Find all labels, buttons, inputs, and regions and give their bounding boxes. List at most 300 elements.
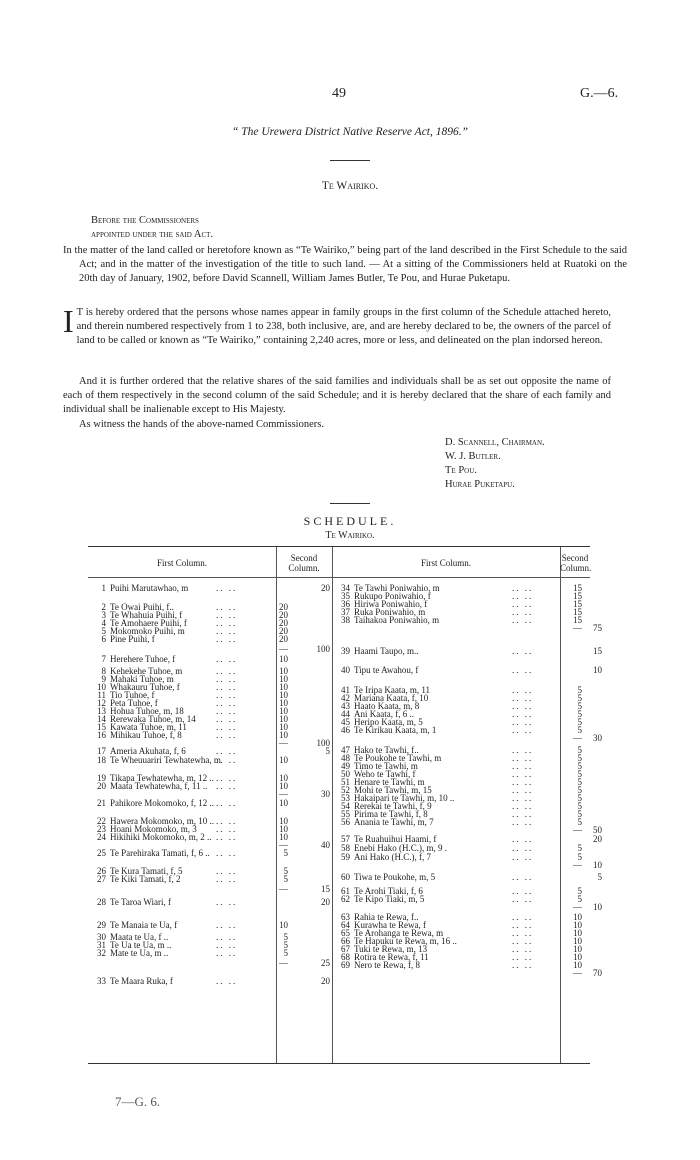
row-number: 63 bbox=[341, 912, 350, 922]
share-individual: 20 bbox=[279, 626, 288, 636]
signature-puketapu: Hurae Puketapu. bbox=[445, 479, 515, 490]
share-individual: 10 bbox=[279, 920, 288, 930]
share-family: 10 bbox=[593, 860, 602, 870]
share-family: 5 bbox=[325, 746, 330, 756]
row-number: 22 bbox=[97, 816, 106, 826]
row-number: 25 bbox=[97, 848, 106, 858]
owner-name: Peta Tuhoe, f bbox=[110, 698, 158, 708]
row-number: 32 bbox=[97, 948, 106, 958]
leader-dots: .. .. bbox=[216, 897, 238, 907]
row-number: 10 bbox=[97, 682, 106, 692]
share-individual: 10 bbox=[279, 682, 288, 692]
signature-butler: W. J. Butler. bbox=[445, 451, 501, 462]
row-number: 19 bbox=[97, 773, 106, 783]
page-number: 49 bbox=[332, 86, 346, 101]
leader-dots: .. .. bbox=[512, 928, 534, 938]
row-number: 23 bbox=[97, 824, 106, 834]
row-number: 14 bbox=[97, 714, 106, 724]
leader-dots: .. .. bbox=[216, 682, 238, 692]
leader-dots: .. .. bbox=[512, 646, 534, 656]
row-number: 64 bbox=[341, 920, 350, 930]
leader-dots: .. .. bbox=[216, 773, 238, 783]
owner-name: Te Tawhi Poniwahio, m bbox=[354, 583, 440, 593]
row-number: 21 bbox=[97, 798, 106, 808]
share-individual: 5 bbox=[577, 761, 582, 771]
share-individual: 20 bbox=[279, 610, 288, 620]
share-individual: 5 bbox=[577, 843, 582, 853]
leader-dots: .. .. bbox=[512, 801, 534, 811]
share-individual: — bbox=[279, 789, 288, 799]
share-family: 20 bbox=[321, 583, 330, 593]
share-individual: 10 bbox=[279, 674, 288, 684]
owner-name: Te Maara Ruka, f bbox=[110, 976, 173, 986]
leader-dots: .. .. bbox=[216, 874, 238, 884]
share-individual: 5 bbox=[577, 769, 582, 779]
share-individual: 15 bbox=[573, 583, 582, 593]
owner-name: Henare te Tawhi, m bbox=[354, 777, 425, 787]
owner-name: Tio Tuhoe, f bbox=[110, 690, 155, 700]
row-number: 37 bbox=[341, 607, 350, 617]
leader-dots: .. .. bbox=[512, 717, 534, 727]
owner-name: Te Manaia te Ua, f bbox=[110, 920, 178, 930]
share-family: 15 bbox=[321, 884, 330, 894]
owner-name: Haami Taupo, m.. bbox=[354, 646, 419, 656]
owner-name: Ani Kaata, f, 6 .. bbox=[354, 709, 414, 719]
share-individual: 10 bbox=[279, 824, 288, 834]
share-family: 50 bbox=[593, 825, 602, 835]
owner-name: Mahaki Tuhoe, m bbox=[110, 674, 174, 684]
row-number: 41 bbox=[341, 685, 350, 695]
owner-name: Herehere Tuhoe, f bbox=[110, 654, 176, 664]
row-number: 48 bbox=[341, 753, 350, 763]
share-individual: 10 bbox=[279, 773, 288, 783]
leader-dots: .. .. bbox=[216, 755, 238, 765]
share-individual: — bbox=[279, 738, 288, 748]
leader-dots: .. .. bbox=[216, 866, 238, 876]
leader-dots: .. .. bbox=[512, 852, 534, 862]
leader-dots: .. .. bbox=[512, 583, 534, 593]
leader-dots: .. .. bbox=[512, 843, 534, 853]
share-family: 15 bbox=[593, 646, 602, 656]
row-number: 59 bbox=[341, 852, 350, 862]
row-number: 67 bbox=[341, 944, 350, 954]
row-number: 53 bbox=[341, 793, 350, 803]
share-individual: 10 bbox=[573, 920, 582, 930]
share-family: 100 bbox=[316, 738, 330, 748]
row-number: 49 bbox=[341, 761, 350, 771]
share-individual: 20 bbox=[279, 618, 288, 628]
owner-name: Nero te Rewa, f, 8 bbox=[354, 960, 420, 970]
order-text: T is hereby ordered that the persons whose names appear in family groups in the first column of the Schedule attached hereto, and therein numbered respectively from 1 to 238, both inclusive, are, and are hereby declared to be, the owners of the parcel of land to be called or known as “Te Wairiko,” containing 2,240 acres, more or less, and delineated on the plan indorsed hereon. bbox=[76, 307, 611, 346]
row-number: 54 bbox=[341, 801, 350, 811]
share-family: 25 bbox=[321, 958, 330, 968]
row-number: 4 bbox=[101, 618, 106, 628]
share-individual: 10 bbox=[573, 928, 582, 938]
share-individual: 10 bbox=[279, 798, 288, 808]
share-individual: 10 bbox=[279, 714, 288, 724]
leader-dots: .. .. bbox=[512, 761, 534, 771]
share-family: 20 bbox=[321, 897, 330, 907]
owner-name: Mihikau Tuhoe, f, 8 bbox=[110, 730, 182, 740]
owner-name: Ameria Akuhata, f, 6 bbox=[110, 746, 186, 756]
intro-paragraph: In the matter of the land called or heretofore known as “Te Wairiko,” being part of the land described in the First Schedule to the said Act; and in the matter of the investigation of the title to such land. — At a sitting of the Commissioners held at Ruatoki on the 20th day of January, 1902, before David Scannell, William James Butler, Te Pou, and Hurae Puketapu. bbox=[63, 245, 627, 284]
share-individual: 15 bbox=[573, 599, 582, 609]
leader-dots: .. .. bbox=[512, 834, 534, 844]
share-family: 70 bbox=[593, 968, 602, 978]
share-individual: 10 bbox=[279, 781, 288, 791]
share-individual: — bbox=[279, 840, 288, 850]
leader-dots: .. .. bbox=[216, 746, 238, 756]
row-number: 31 bbox=[97, 940, 106, 950]
row-number: 51 bbox=[341, 777, 350, 787]
owner-name: Hiriwa Poniwahio, f bbox=[354, 599, 428, 609]
leader-dots: .. .. bbox=[216, 618, 238, 628]
leader-dots: .. .. bbox=[512, 701, 534, 711]
owner-name: Rukupo Poniwahio, f bbox=[354, 591, 431, 601]
share-family: 30 bbox=[593, 733, 602, 743]
header-second-column-left: Second Column. bbox=[288, 553, 320, 573]
row-number: 36 bbox=[341, 599, 350, 609]
share-individual: 5 bbox=[577, 894, 582, 904]
owner-name: Rerewaka Tuhoe, m, 14 bbox=[110, 714, 196, 724]
leader-dots: .. .. bbox=[216, 824, 238, 834]
owner-name: Tuki te Rewa, m, 13 bbox=[354, 944, 428, 954]
share-individual: 15 bbox=[573, 615, 582, 625]
row-number: 15 bbox=[97, 722, 106, 732]
owner-name: Tiwa te Poukohe, m, 5 bbox=[354, 872, 436, 882]
share-family: 20 bbox=[593, 834, 602, 844]
share-individual: 20 bbox=[279, 634, 288, 644]
share-individual: 5 bbox=[283, 932, 288, 942]
share-individual: — bbox=[279, 958, 288, 968]
owner-name: Hoani Mokomoko, m, 3 bbox=[110, 824, 197, 834]
owner-name: Hawera Mokomoko, m, 10 .. bbox=[110, 816, 214, 826]
share-individual: 5 bbox=[577, 817, 582, 827]
owner-name: Kurawha te Rewa, f bbox=[354, 920, 426, 930]
share-individual: — bbox=[573, 623, 582, 633]
owner-name: Hikihiki Mokomoko, m, 2 .. bbox=[110, 832, 212, 842]
owner-name: Rahia te Rewa, f.. bbox=[354, 912, 419, 922]
leader-dots: .. .. bbox=[216, 920, 238, 930]
owner-name: Te Iripa Kaata, m, 11 bbox=[354, 685, 431, 695]
share-individual: 5 bbox=[577, 852, 582, 862]
leader-dots: .. .. bbox=[216, 730, 238, 740]
share-family: 40 bbox=[321, 840, 330, 850]
owner-name: Pirima te Tawhi, f, 8 bbox=[354, 809, 428, 819]
leader-dots: .. .. bbox=[216, 666, 238, 676]
row-number: 33 bbox=[97, 976, 106, 986]
table-row bbox=[88, 645, 602, 657]
owner-name: Rotira te Rewa, f, 11 bbox=[354, 952, 429, 962]
leader-dots: .. .. bbox=[216, 706, 238, 716]
share-individual: 5 bbox=[283, 948, 288, 958]
row-number: 5 bbox=[101, 626, 106, 636]
leader-dots: .. .. bbox=[216, 722, 238, 732]
leader-dots: .. .. bbox=[512, 745, 534, 755]
leader-dots: .. .. bbox=[216, 602, 238, 612]
leader-dots: .. .. bbox=[512, 599, 534, 609]
order-dropcap: I bbox=[63, 303, 74, 339]
share-individual: 10 bbox=[573, 960, 582, 970]
owner-name: Heripo Kaata, m, 5 bbox=[354, 717, 423, 727]
row-number: 47 bbox=[341, 745, 350, 755]
share-individual: 10 bbox=[279, 666, 288, 676]
row-number: 6 bbox=[101, 634, 106, 644]
share-family: 20 bbox=[321, 976, 330, 986]
owner-name: Pine Puihi, f bbox=[110, 634, 155, 644]
leader-dots: .. .. bbox=[216, 714, 238, 724]
share-individual: 15 bbox=[573, 607, 582, 617]
row-number: 18 bbox=[97, 755, 106, 765]
row-number: 3 bbox=[101, 610, 106, 620]
row-number: 12 bbox=[97, 698, 106, 708]
owner-name: Kehekehe Tuhoe, m bbox=[110, 666, 183, 676]
divider bbox=[330, 160, 370, 161]
row-number: 35 bbox=[341, 591, 350, 601]
owner-name: Te Parehiraka Tamati, f, 6 .. bbox=[110, 848, 210, 858]
share-individual: 5 bbox=[283, 848, 288, 858]
share-individual: 10 bbox=[573, 944, 582, 954]
owner-name: Weho te Tawhi, f bbox=[354, 769, 416, 779]
share-individual: 5 bbox=[577, 809, 582, 819]
owner-name: Puihi Marutawhao, m bbox=[110, 583, 189, 593]
share-individual: 10 bbox=[279, 654, 288, 664]
owner-name: Te Amohaere Puihi, f bbox=[110, 618, 187, 628]
document-reference: G.—6. bbox=[580, 86, 619, 101]
signature-mark: 7—G. 6. bbox=[115, 1094, 161, 1109]
owner-name: Maata Tewhatewha, f, 11 .. bbox=[110, 781, 208, 791]
signature-te-pou: Te Pou. bbox=[445, 465, 477, 476]
row-number: 62 bbox=[341, 894, 350, 904]
share-individual: 5 bbox=[283, 940, 288, 950]
owner-name: Ani Hako (H.C.), f, 7 bbox=[354, 852, 431, 862]
leader-dots: .. .. bbox=[216, 816, 238, 826]
owner-name: Te Arohanga te Rewa, m bbox=[354, 928, 444, 938]
witness-line: As witness the hands of the above-named Commissioners. bbox=[79, 419, 324, 430]
owner-name: Maata te Ua, f .. bbox=[110, 932, 169, 942]
share-individual: — bbox=[573, 733, 582, 743]
leader-dots: .. .. bbox=[216, 932, 238, 942]
leader-dots: .. .. bbox=[512, 936, 534, 946]
leader-dots: .. .. bbox=[216, 698, 238, 708]
owner-name: Te Kura Tamati, f, 5 bbox=[110, 866, 183, 876]
row-number: 46 bbox=[341, 725, 350, 735]
leader-dots: .. .. bbox=[216, 940, 238, 950]
leader-dots: .. .. bbox=[512, 872, 534, 882]
share-individual: — bbox=[279, 884, 288, 894]
header-first-column-left: First Column. bbox=[156, 558, 207, 568]
share-family: 100 bbox=[316, 644, 330, 654]
row-number: 55 bbox=[341, 809, 350, 819]
row-number: 45 bbox=[341, 717, 350, 727]
share-individual: — bbox=[279, 644, 288, 654]
row-number: 9 bbox=[101, 674, 106, 684]
row-number: 29 bbox=[97, 920, 106, 930]
share-individual: 5 bbox=[577, 701, 582, 711]
before-line-2: appointed under the said Act. bbox=[91, 229, 214, 240]
owner-name: Te Kiki Tamati, f, 2 bbox=[110, 874, 181, 884]
owner-name: Taihakoa Poniwahio, m bbox=[354, 615, 440, 625]
share-individual: 5 bbox=[577, 725, 582, 735]
owner-name: Pahikore Mokomoko, f, 12 .. bbox=[110, 798, 214, 808]
owner-name: Te Owai Puihi, f.. bbox=[110, 602, 174, 612]
share-individual: 5 bbox=[577, 801, 582, 811]
row-number: 39 bbox=[341, 646, 350, 656]
share-individual: 5 bbox=[577, 777, 582, 787]
leader-dots: .. .. bbox=[512, 753, 534, 763]
row-number: 43 bbox=[341, 701, 350, 711]
owner-name: Te Ua te Ua, m .. bbox=[110, 940, 172, 950]
share-family: 10 bbox=[593, 902, 602, 912]
share-individual: 10 bbox=[573, 936, 582, 946]
share-individual: 5 bbox=[283, 866, 288, 876]
leader-dots: .. .. bbox=[512, 817, 534, 827]
row-number: 50 bbox=[341, 769, 350, 779]
leader-dots: .. .. bbox=[512, 793, 534, 803]
share-individual: 5 bbox=[577, 717, 582, 727]
table-row bbox=[88, 732, 602, 744]
leader-dots: .. .. bbox=[216, 976, 238, 986]
table-row bbox=[88, 967, 602, 979]
share-individual: 10 bbox=[573, 952, 582, 962]
row-number: 57 bbox=[341, 834, 350, 844]
share-individual: 10 bbox=[279, 690, 288, 700]
row-number: 38 bbox=[341, 615, 350, 625]
share-individual: 10 bbox=[279, 730, 288, 740]
share-individual: 20 bbox=[279, 602, 288, 612]
schedule-table bbox=[88, 546, 602, 1064]
share-individual: 15 bbox=[573, 591, 582, 601]
row-number: 1 bbox=[101, 583, 106, 593]
share-individual: — bbox=[573, 825, 582, 835]
row-number: 17 bbox=[97, 746, 106, 756]
share-individual: 10 bbox=[279, 816, 288, 826]
owner-name: Hako te Tawhi, f.. bbox=[354, 745, 419, 755]
row-number: 60 bbox=[341, 872, 350, 882]
leader-dots: .. .. bbox=[216, 798, 238, 808]
table-row bbox=[88, 622, 602, 634]
owner-name: Te Arohi Tiaki, f, 6 bbox=[354, 886, 423, 896]
owner-name: Tipu te Awahou, f bbox=[354, 665, 419, 675]
schedule-subtitle: Te Wairiko. bbox=[325, 530, 375, 541]
share-family: 5 bbox=[597, 872, 602, 882]
owner-name: Hakaipari te Tawhi, m, 10 .. bbox=[354, 793, 455, 803]
owner-name: Te Kirikau Kaata, m, 1 bbox=[354, 725, 437, 735]
leader-dots: .. .. bbox=[512, 886, 534, 896]
row-number: 68 bbox=[341, 952, 350, 962]
header-first-column-right: First Column. bbox=[420, 558, 471, 568]
share-individual: 10 bbox=[279, 832, 288, 842]
leader-dots: .. .. bbox=[512, 769, 534, 779]
share-family: 75 bbox=[593, 623, 602, 633]
before-line-1: Before the Commissioners bbox=[91, 215, 199, 226]
share-individual: 5 bbox=[577, 693, 582, 703]
owner-name: Enebi Hako (H.C.), m, 9 . bbox=[354, 843, 447, 853]
leader-dots: .. .. bbox=[512, 591, 534, 601]
share-individual: 10 bbox=[279, 706, 288, 716]
table-row bbox=[88, 664, 602, 676]
owner-name: Hohua Tuhoe, m, 18 bbox=[110, 706, 184, 716]
owner-name: Tikapa Tewhatewha, m, 12 .. bbox=[110, 773, 214, 783]
leader-dots: .. .. bbox=[512, 960, 534, 970]
row-number: 27 bbox=[97, 874, 106, 884]
leader-dots: .. .. bbox=[216, 626, 238, 636]
leader-dots: .. .. bbox=[512, 920, 534, 930]
owner-name: Ruka Poniwahio, m bbox=[354, 607, 426, 617]
header-second-column-right: Second Column. bbox=[560, 553, 592, 573]
share-individual: 5 bbox=[283, 874, 288, 884]
owner-name: Rerekai te Tawhi, f, 9 bbox=[354, 801, 432, 811]
share-individual: 10 bbox=[573, 912, 582, 922]
row-number: 8 bbox=[101, 666, 106, 676]
leader-dots: .. .. bbox=[512, 912, 534, 922]
row-number: 69 bbox=[341, 960, 350, 970]
owner-name: Mate te Ua, m .. bbox=[110, 948, 169, 958]
row-number: 61 bbox=[341, 886, 350, 896]
owner-name: Mariana Kaata, f, 10 bbox=[354, 693, 429, 703]
share-individual: — bbox=[573, 902, 582, 912]
owner-name: Whakauru Tuhoe, f bbox=[110, 682, 180, 692]
table-row bbox=[88, 859, 602, 871]
row-number: 11 bbox=[97, 690, 106, 700]
row-number: 65 bbox=[341, 928, 350, 938]
row-number: 16 bbox=[97, 730, 106, 740]
share-individual: 10 bbox=[279, 698, 288, 708]
row-number: 26 bbox=[97, 866, 106, 876]
place-title: Te Wairiko. bbox=[321, 180, 379, 192]
share-individual: 5 bbox=[577, 785, 582, 795]
owner-name: Te Poukohe te Tawhi, m bbox=[354, 753, 442, 763]
leader-dots: .. .. bbox=[512, 785, 534, 795]
further-paragraph: And it is further ordered that the relative shares of the said families and individuals shall be as set out opposite the name of each of them respectively in the second column of the said Schedule; and it is hereby declared that the share of each family and individual shall be inalienable except to His Majesty. bbox=[63, 376, 611, 415]
share-individual: 5 bbox=[577, 793, 582, 803]
owner-name: Mohi te Tawhi, m, 15 bbox=[354, 785, 432, 795]
leader-dots: .. .. bbox=[512, 809, 534, 819]
signature-chairman: D. Scannell, Chairman. bbox=[445, 437, 545, 448]
row-number: 56 bbox=[341, 817, 350, 827]
share-individual: 10 bbox=[279, 722, 288, 732]
share-individual: 5 bbox=[577, 685, 582, 695]
leader-dots: .. .. bbox=[512, 665, 534, 675]
act-title: “ The Urewera District Native Reserve Act, 1896.” bbox=[231, 126, 469, 138]
divider bbox=[330, 503, 370, 504]
row-number: 58 bbox=[341, 843, 350, 853]
leader-dots: .. .. bbox=[216, 674, 238, 684]
share-individual: — bbox=[573, 968, 582, 978]
row-number: 52 bbox=[341, 785, 350, 795]
row-number: 42 bbox=[341, 693, 350, 703]
table-row bbox=[88, 871, 602, 883]
row-number: 66 bbox=[341, 936, 350, 946]
owner-name: Te Ruahuihui Haami, f bbox=[354, 834, 437, 844]
leader-dots: .. .. bbox=[512, 693, 534, 703]
owner-name: Haato Kaata, m, 8 bbox=[354, 701, 420, 711]
row-number: 44 bbox=[341, 709, 350, 719]
owner-name: Te Kipo Tiaki, m, 5 bbox=[354, 894, 425, 904]
owner-name: Te Taroa Wiari, f bbox=[110, 897, 172, 907]
row-number: 20 bbox=[97, 781, 106, 791]
leader-dots: .. .. bbox=[216, 634, 238, 644]
leader-dots: .. .. bbox=[216, 848, 238, 858]
schedule-title: SCHEDULE. bbox=[303, 514, 397, 528]
leader-dots: .. .. bbox=[512, 725, 534, 735]
leader-dots: .. .. bbox=[512, 607, 534, 617]
owner-name: Timo te Tawhi, m bbox=[354, 761, 418, 771]
share-family: 30 bbox=[321, 789, 330, 799]
share-individual: 10 bbox=[279, 755, 288, 765]
row-number: 13 bbox=[97, 706, 106, 716]
row-number: 34 bbox=[341, 583, 350, 593]
